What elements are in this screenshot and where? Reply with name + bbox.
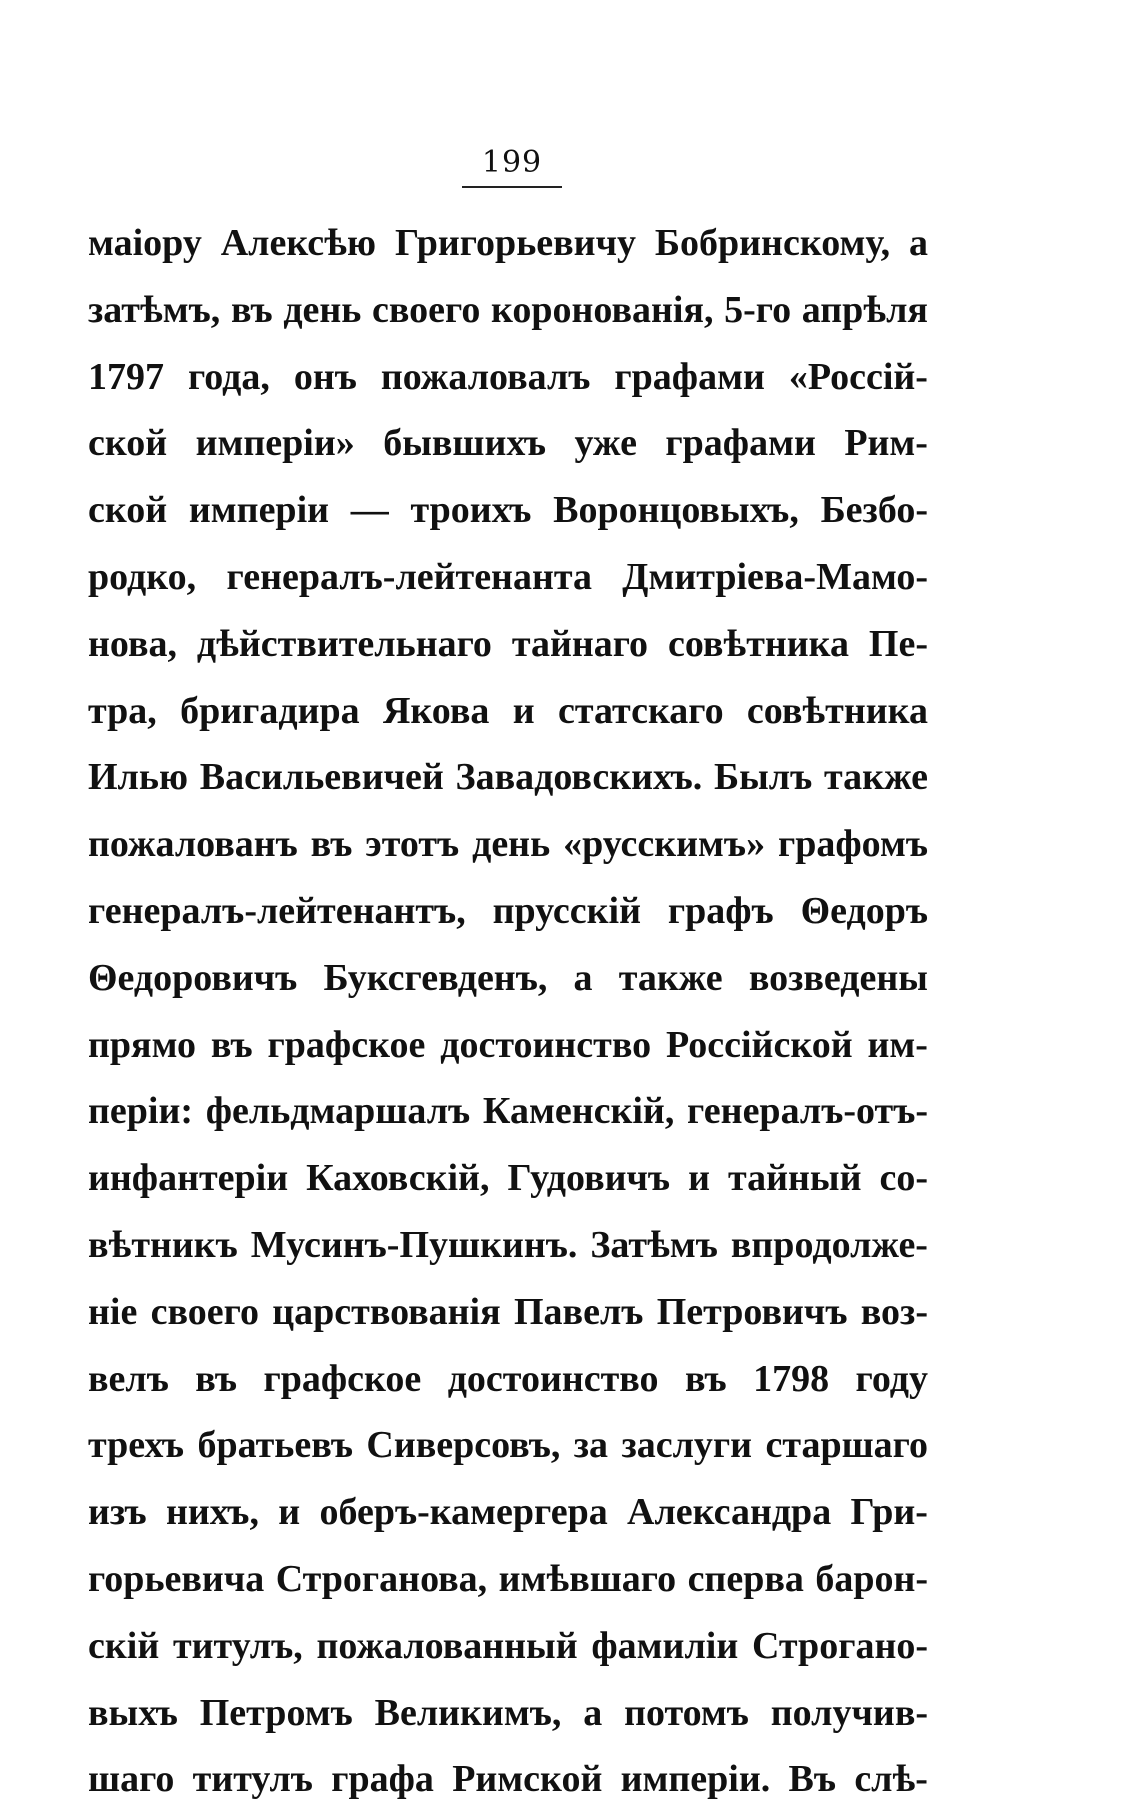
text-line: затѣмъ, въ день своего коронованія, 5-го апрѣля [88,288,928,331]
text-line: выхъ Петромъ Великимъ, а потомъ получив- [88,1691,928,1734]
text-line: Θедоровичъ Буксгевденъ, а также возведены [88,956,928,999]
text-line: скій титулъ, пожалованный фамиліи Строгано- [88,1624,928,1667]
text-line: періи: фельдмаршалъ Каменскій, генералъ-отъ- [88,1090,928,1133]
text-line: горьевича Строганова, имѣвшаго сперва барон- [88,1557,928,1600]
text-line: пожалованъ въ этотъ день «русскимъ» графомъ [88,823,928,866]
page-number-rule [462,186,562,188]
text-line: 1797 года, онъ пожаловалъ графами «Россій- [88,355,928,398]
text-line: инфантеріи Каховскій, Гудовичъ и тайный со- [88,1157,928,1200]
text-line: Илью Васильевичей Завадовскихъ. Былъ также [88,756,928,799]
text-line: изъ нихъ, и оберъ-камергера Александра Гри- [88,1491,928,1534]
text-line: генералъ-лейтенантъ, прусскій графъ Θедоръ [88,889,928,932]
text-line: ской имперіи» бывшихъ уже графами Рим- [88,422,928,465]
text-line: родко, генералъ-лейтенанта Дмитріева-Мамо- [88,555,928,598]
page-number: 199 [481,145,543,180]
text-line: ніе своего царствованія Павелъ Петровичъ воз- [88,1290,928,1333]
text-line: ской имперіи — троихъ Воронцовыхъ, Безбо- [88,489,928,532]
text-line: маіору Алексѣю Григорьевичу Бобринскому, а [88,222,928,264]
text-line: трехъ братьевъ Сиверсовъ, за заслуги старшаго [88,1424,928,1467]
text-line: тра, бригадира Якова и статскаго совѣтника [88,689,928,732]
text-line: вѣтникъ Мусинъ-Пушкинъ. Затѣмъ впродолже- [88,1223,928,1266]
text-line: нова, дѣйствительнаго тайнаго совѣтника Пе- [88,622,928,665]
text-line: прямо въ графское достоинство Россійской им- [88,1023,928,1066]
body-text [88,210,928,1813]
text-line: велъ въ графское достоинство въ 1798 году [88,1357,928,1400]
text-line: шаго титулъ графа Римской имперіи. Въ слѣ- [88,1758,928,1801]
